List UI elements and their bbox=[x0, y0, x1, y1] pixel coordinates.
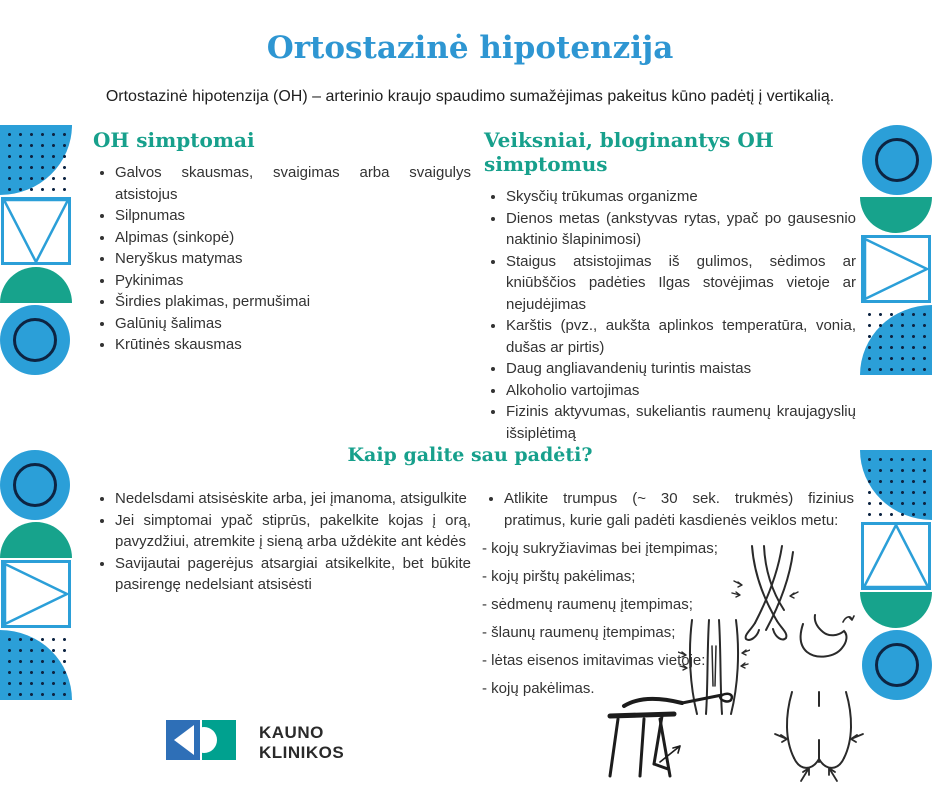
list-item: Karštis (pvz., aukšta aplinkos temperatūra, vonia, dušas ar pirtis) bbox=[484, 315, 856, 358]
page-title: Ortostazinė hipotenzija bbox=[266, 30, 674, 66]
list-item: Daug angliavandenių turintis maistas bbox=[484, 358, 856, 380]
list-item: - kojų sukryžiavimas bei įtempimas; bbox=[482, 540, 718, 557]
list-item: Fizinis aktyvumas, sukeliantis raumenų kraujagyslių išsiplėtimą bbox=[484, 401, 856, 444]
illustration-leg-raise-on-chair bbox=[600, 686, 748, 784]
symptoms-list bbox=[93, 162, 471, 356]
logo-text bbox=[259, 723, 344, 763]
symptoms-heading: OH simptomai bbox=[93, 128, 255, 152]
decor-triangle-square-icon bbox=[861, 522, 931, 590]
decor-dotted-quarter-icon bbox=[0, 630, 72, 700]
logo-mark-icon bbox=[165, 718, 237, 767]
list-item: Krūtinės skausmas bbox=[93, 334, 471, 356]
decor-semicircle-icon bbox=[0, 522, 72, 558]
list-item: Savijautai pagerėjus atsargiai atsikelkite, bet būkite pasirengę nedelsiant atsisėsti bbox=[93, 553, 471, 596]
list-item: Staigus atsistojimas iš gulimos, sėdimos ar kniūbščios padėties Ilgas stovėjimas vietoje ar nejudėjimas bbox=[484, 251, 856, 316]
illustration-foot-raise bbox=[795, 610, 855, 665]
list-item: Galvos skausmas, svaigimas arba svaigulys atsistojus bbox=[93, 162, 471, 205]
decor-semicircle-icon bbox=[860, 592, 932, 628]
section-self-help-actions bbox=[93, 488, 471, 596]
logo-line1: KAUNO bbox=[259, 722, 324, 742]
logo-line2: KLINIKOS bbox=[259, 742, 345, 762]
section-symptoms bbox=[93, 128, 471, 356]
section-factors bbox=[484, 128, 856, 444]
illustration-gluteal-muscle-tension bbox=[773, 688, 865, 783]
list-item: Alkoholio vartojimas bbox=[484, 380, 856, 402]
decor-triangle-square-icon bbox=[861, 235, 931, 303]
list-item: - kojų pakėlimas. bbox=[482, 680, 595, 697]
decor-semicircle-icon bbox=[860, 197, 932, 233]
list-item: Dienos metas (ankstyvas rytas, ypač po gausesnio naktinio šlapinimosi) bbox=[484, 208, 856, 251]
decor-semicircle-icon bbox=[0, 267, 72, 303]
decor-ring-circle-icon bbox=[862, 630, 932, 700]
list-item: - šlaunų raumenų įtempimas; bbox=[482, 624, 676, 641]
kauno-klinikos-logo bbox=[165, 718, 344, 767]
list-item: Alpimas (sinkopė) bbox=[93, 227, 471, 249]
list-item: Skysčių trūkumas organizme bbox=[484, 186, 856, 208]
list-item: - sėdmenų raumenų įtempimas; bbox=[482, 596, 693, 613]
decor-triangle-square-icon bbox=[1, 560, 71, 628]
decor-dotted-quarter-icon bbox=[0, 125, 72, 195]
list-item: - lėtas eisenos imitavimas vietoje: bbox=[482, 652, 706, 669]
page-subtitle: Ortostazinė hipotenzija (OH) – arterinio kraujo spaudimo sumažėjimas pakeitus kūno padėtį į vertikalią. bbox=[105, 88, 835, 105]
list-item: Silpnumas bbox=[93, 205, 471, 227]
exercise-intro: Atlikite trumpus (~ 30 sek. trukmės) fizinius pratimus, kurie gali padėti kasdienės veiklos metu: bbox=[482, 488, 854, 531]
list-item: Galūnių šalimas bbox=[93, 313, 471, 335]
decor-dotted-quarter-icon bbox=[860, 305, 932, 375]
list-item: Neryškus matymas bbox=[93, 248, 471, 270]
list-item: Pykinimas bbox=[93, 270, 471, 292]
factors-heading: Veiksniai, bloginantys OH simptomus bbox=[484, 128, 774, 176]
list-item: Jei simptomai ypač stiprūs, pakelkite kojas į orą, pavyzdžiui, atremkite į sieną arba uždėkite ant kėdės bbox=[93, 510, 471, 553]
decor-ring-circle-icon bbox=[0, 450, 70, 520]
decor-dotted-quarter-icon bbox=[860, 450, 932, 520]
decor-ring-circle-icon bbox=[862, 125, 932, 195]
factors-list bbox=[484, 186, 856, 444]
list-item: - kojų pirštų pakėlimas; bbox=[482, 568, 636, 585]
list-item: Širdies plakimas, permušimai bbox=[93, 291, 471, 313]
self-help-actions-list bbox=[93, 488, 471, 596]
exercise-intro-list bbox=[482, 488, 854, 531]
list-item: Nedelsdami atsisėskite arba, jei įmanoma, atsigulkite bbox=[93, 488, 471, 510]
self-help-heading: Kaip galite sau padėti? bbox=[347, 444, 593, 466]
decor-triangle-square-icon bbox=[1, 197, 71, 265]
decor-ring-circle-icon bbox=[0, 305, 70, 375]
